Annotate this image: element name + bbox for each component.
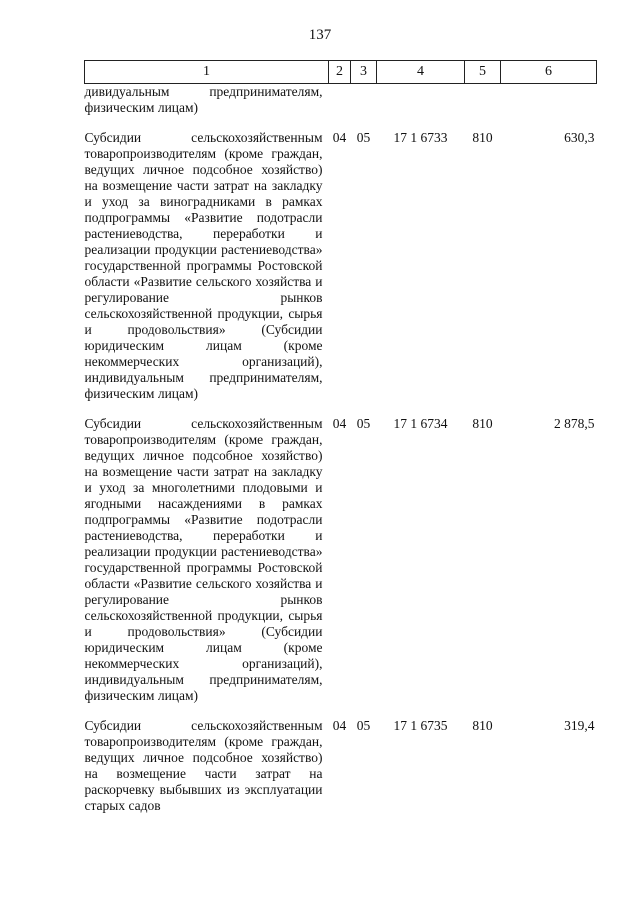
row-description: Субсидии сельскохозяйственным товаропроизводителям (кроме граждан, ведущих личное подсобное хозяйство) на возмещение части затрат на закладку и уход за виноградниками в рамках подпрограммы «Развитие подотрасли растениеводства, переработки и реализации продукции растениеводства» государственной программы Ростовской области «Развитие сельского хозяйства и регулирование рынков сельскохозяйственной продукции, сырья и продовольствия» (Субсидии юридическим лицам (кроме некоммерческих организаций), индивидуальным предпринимателям, физическим лицам): [84, 130, 323, 401]
row-target-article: 17 1 6733: [393, 130, 448, 145]
row-subsection-code: 05: [356, 130, 371, 145]
table-row: [85, 402, 597, 704]
row-amount: 319,4: [564, 718, 595, 733]
row-amount: 630,3: [564, 130, 595, 145]
row-amount: 2 878,5: [554, 416, 595, 431]
row-subsection-code: 05: [356, 416, 371, 431]
table-row-continuation: [85, 84, 597, 117]
row-description: Субсидии сельскохозяйственным товаропроизводителям (кроме граждан, ведущих личное подсобное хозяйство) на возмещение части затрат на раскорчевку выбывших из эксплуатации старых садов: [84, 718, 323, 813]
row-expense-type: 810: [472, 130, 493, 145]
row-section-code: 04: [332, 718, 347, 733]
row-description: Субсидии сельскохозяйственным товаропроизводителям (кроме граждан, ведущих личное подсобное хозяйство) на возмещение части затрат на закладку и уход за многолетними плодовыми и ягодными насаждениями в рамках подпрограммы «Развитие подотрасли растениеводства, переработки и реализации продукции растениеводства» государственной программы Ростовской области «Развитие сельского хозяйства и регулирование рынков сельскохозяйственной продукции, сырья и продовольствия» (Субсидии юридическим лицам (кроме некоммерческих организаций), индивидуальным предпринимателям, физическим лицам): [84, 416, 323, 703]
row-expense-type: 810: [472, 416, 493, 431]
column-header: 2: [329, 61, 351, 84]
table-header-row: [85, 61, 597, 84]
page-number: 137: [308, 27, 332, 43]
column-header: 5: [465, 61, 501, 84]
row-expense-type: 810: [472, 718, 493, 733]
row-target-article: 17 1 6734: [393, 416, 448, 431]
budget-table: [84, 60, 597, 814]
column-header: 6: [501, 61, 597, 84]
row-section-code: 04: [332, 130, 347, 145]
table-row: [85, 116, 597, 402]
column-header: 4: [377, 61, 465, 84]
table-row: [85, 704, 597, 814]
row-target-article: 17 1 6735: [393, 718, 448, 733]
row-description: дивидуальным предпринимателям, физическим лицам): [84, 84, 323, 115]
column-header: 3: [351, 61, 377, 84]
column-header: 1: [85, 61, 329, 84]
row-subsection-code: 05: [356, 718, 371, 733]
row-section-code: 04: [332, 416, 347, 431]
